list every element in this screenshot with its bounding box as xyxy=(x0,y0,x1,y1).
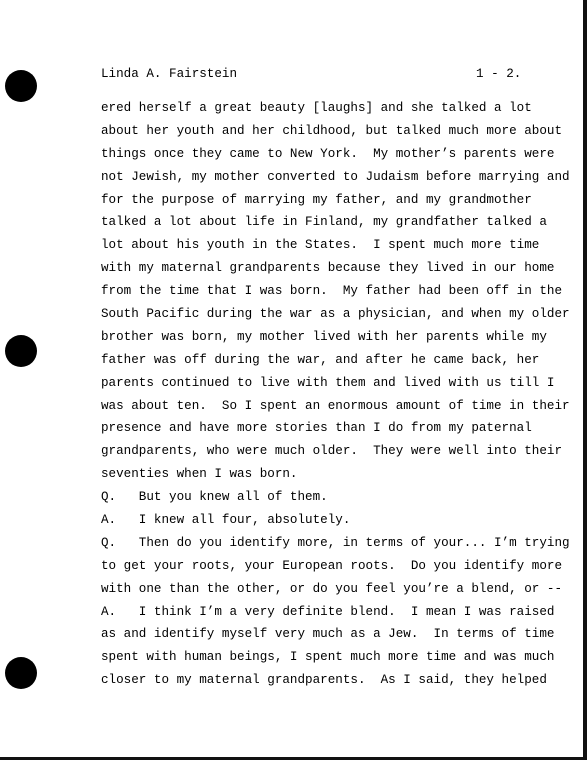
text-line: South Pacific during the war as a physician, and when my older xyxy=(101,307,570,322)
scan-edge-right xyxy=(583,0,587,760)
binder-hole-top xyxy=(5,70,37,102)
text-line: from the time that I was born. My father had been off in the xyxy=(101,284,563,299)
text-line: spent with human beings, I spent much more time and was much xyxy=(101,650,555,665)
text-line: not Jewish, my mother converted to Judaism before marrying and xyxy=(101,169,570,184)
binder-hole-middle xyxy=(5,335,37,367)
text-line: things once they came to New York. My mother’s parents were xyxy=(101,146,555,161)
binder-hole-bottom xyxy=(5,657,37,689)
text-line: with one than the other, or do you feel you’re a blend, or -- xyxy=(101,581,563,596)
text-line: as and identify myself very much as a Jew. In terms of time xyxy=(101,627,555,642)
question-line: Q. But you knew all of them. xyxy=(101,490,328,505)
transcript-body xyxy=(101,100,570,695)
text-line: lot about his youth in the States. I spent much more time xyxy=(101,238,540,253)
text-line: father was off during the war, and after he came back, her xyxy=(101,352,540,367)
question-line: Q. Then do you identify more, in terms of your... I’m trying xyxy=(101,535,570,550)
text-line: to get your roots, your European roots. Do you identify more xyxy=(101,558,563,573)
answer-line: A. I knew all four, absolutely. xyxy=(101,513,351,528)
text-line: about her youth and her childhood, but talked much more about xyxy=(101,123,563,138)
text-line: brother was born, my mother lived with her parents while my xyxy=(101,329,547,344)
text-line: talked a lot about life in Finland, my grandfather talked a xyxy=(101,215,547,230)
page-number: 1 - 2. xyxy=(476,67,522,81)
text-line: closer to my maternal grandparents. As I said, they helped xyxy=(101,673,547,688)
header-name: Linda A. Fairstein xyxy=(101,67,238,81)
text-line: seventies when I was born. xyxy=(101,467,298,482)
text-line: with my maternal grandparents because they lived in our home xyxy=(101,261,555,276)
text-line: grandparents, who were much older. They were well into their xyxy=(101,444,563,459)
text-line: for the purpose of marrying my father, and my grandmother xyxy=(101,192,532,207)
text-line: presence and have more stories than I do from my paternal xyxy=(101,421,532,436)
answer-line: A. I think I’m a very definite blend. I mean I was raised xyxy=(101,604,555,619)
text-line: parents continued to live with them and lived with us till I xyxy=(101,375,555,390)
text-line: was about ten. So I spent an enormous amount of time in their xyxy=(101,398,570,413)
text-line: ered herself a great beauty [laughs] and she talked a lot xyxy=(101,101,532,115)
